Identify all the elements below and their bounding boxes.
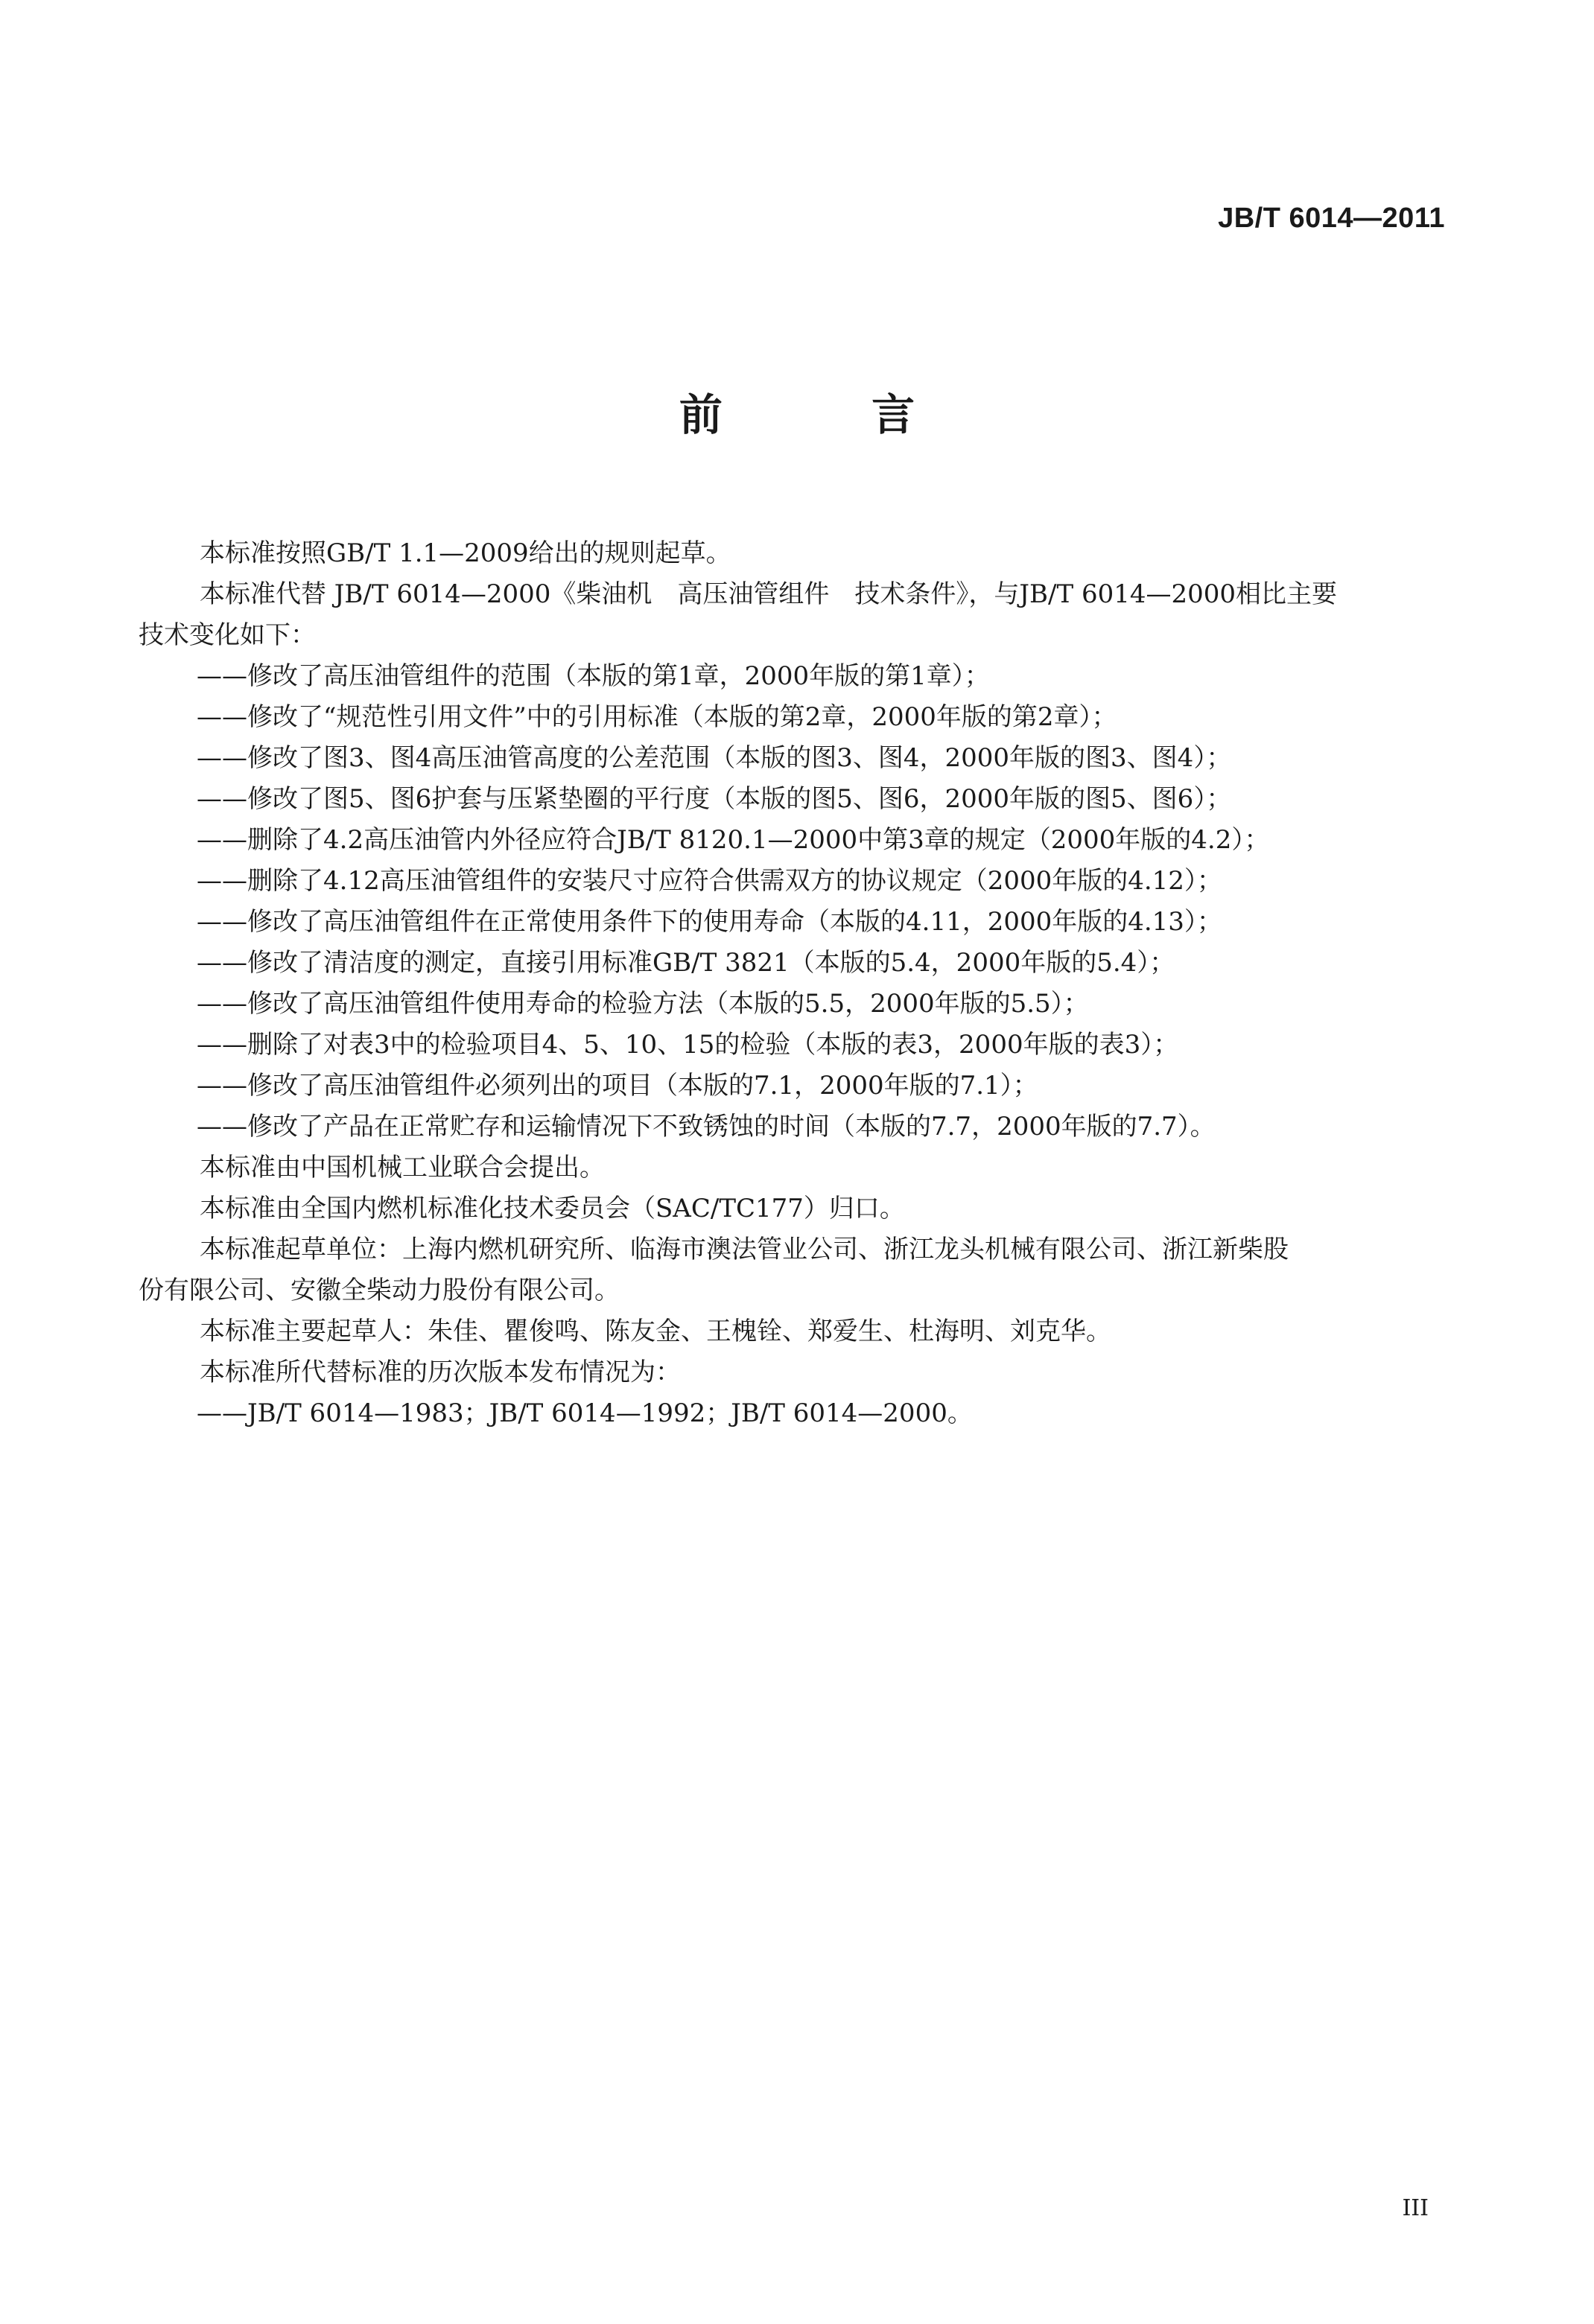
foreword-body <box>139 533 1448 1434</box>
paragraph: 技术变化如下： <box>139 620 316 650</box>
paragraph: 本标准按照GB/T 1.1—2009给出的规则起草。 <box>200 538 731 568</box>
paragraph: 本标准主要起草人：朱佳、瞿俊鸣、陈友金、王槐铨、郑爱生、杜海明、刘克华。 <box>200 1317 1111 1346</box>
list-item: ——修改了高压油管组件在正常使用条件下的使用寿命（本版的4.11，2000年版的4.13）； <box>197 907 1222 937</box>
list-item: ——修改了高压油管组件的范围（本版的第1章，2000年版的第1章）； <box>197 661 990 691</box>
paragraph: 本标准由全国内燃机标准化技术委员会（SAC/TC177）归口。 <box>200 1194 905 1223</box>
list-item: ——删除了4.2高压油管内外径应符合JB/T 8120.1—2000中第3章的规定（2000年版的4.2）； <box>197 825 1270 855</box>
list-item: ——修改了高压油管组件必须列出的项目（本版的7.1，2000年版的7.1）； <box>197 1071 1038 1101</box>
paragraph: 本标准代替 JB/T 6014—2000《柴油机 高压油管组件 技术条件》，与JB/T 6014—2000相比主要 <box>200 579 1338 609</box>
list-item: ——删除了对表3中的检验项目4、5、10、15的检验（本版的表3，2000年版的表3）； <box>197 1030 1179 1060</box>
paragraph: 本标准由中国机械工业联合会提出。 <box>200 1153 605 1182</box>
page-title: 前 言 <box>679 389 982 440</box>
standard-code: JB/T 6014—2011 <box>1218 203 1445 234</box>
list-item: ——修改了高压油管组件使用寿命的检验方法（本版的5.5，2000年版的5.5）； <box>197 989 1089 1019</box>
list-item: ——修改了清洁度的测定，直接引用标准GB/T 3821（本版的5.4，2000年版的5.4）； <box>197 948 1175 978</box>
page-number: III <box>1402 2195 1429 2221</box>
paragraph: 本标准起草单位：上海内燃机研究所、临海市澳法管业公司、浙江龙头机械有限公司、浙江新柴股 <box>200 1235 1289 1264</box>
paragraph: 份有限公司、安徽全柴动力股份有限公司。 <box>139 1276 620 1305</box>
list-item: ——修改了图3、图4高压油管高度的公差范围（本版的图3、图4，2000年版的图3、图4）； <box>197 743 1232 773</box>
paragraph: 本标准所代替标准的历次版本发布情况为： <box>200 1357 681 1387</box>
list-item: ——JB/T 6014—1983；JB/T 6014—1992；JB/T 6014—2000。 <box>197 1398 973 1428</box>
list-item: ——删除了4.12高压油管组件的安装尺寸应符合供需双方的协议规定（2000年版的4.12）； <box>197 866 1222 896</box>
list-item: ——修改了“规范性引用文件”中的引用标准（本版的第2章，2000年版的第2章）； <box>197 702 1117 732</box>
list-item: ——修改了产品在正常贮存和运输情况下不致锈蚀的时间（本版的7.7，2000年版的7.7）。 <box>197 1112 1216 1142</box>
list-item: ——修改了图5、图6护套与压紧垫圈的平行度（本版的图5、图6，2000年版的图5、图6）； <box>197 784 1232 814</box>
